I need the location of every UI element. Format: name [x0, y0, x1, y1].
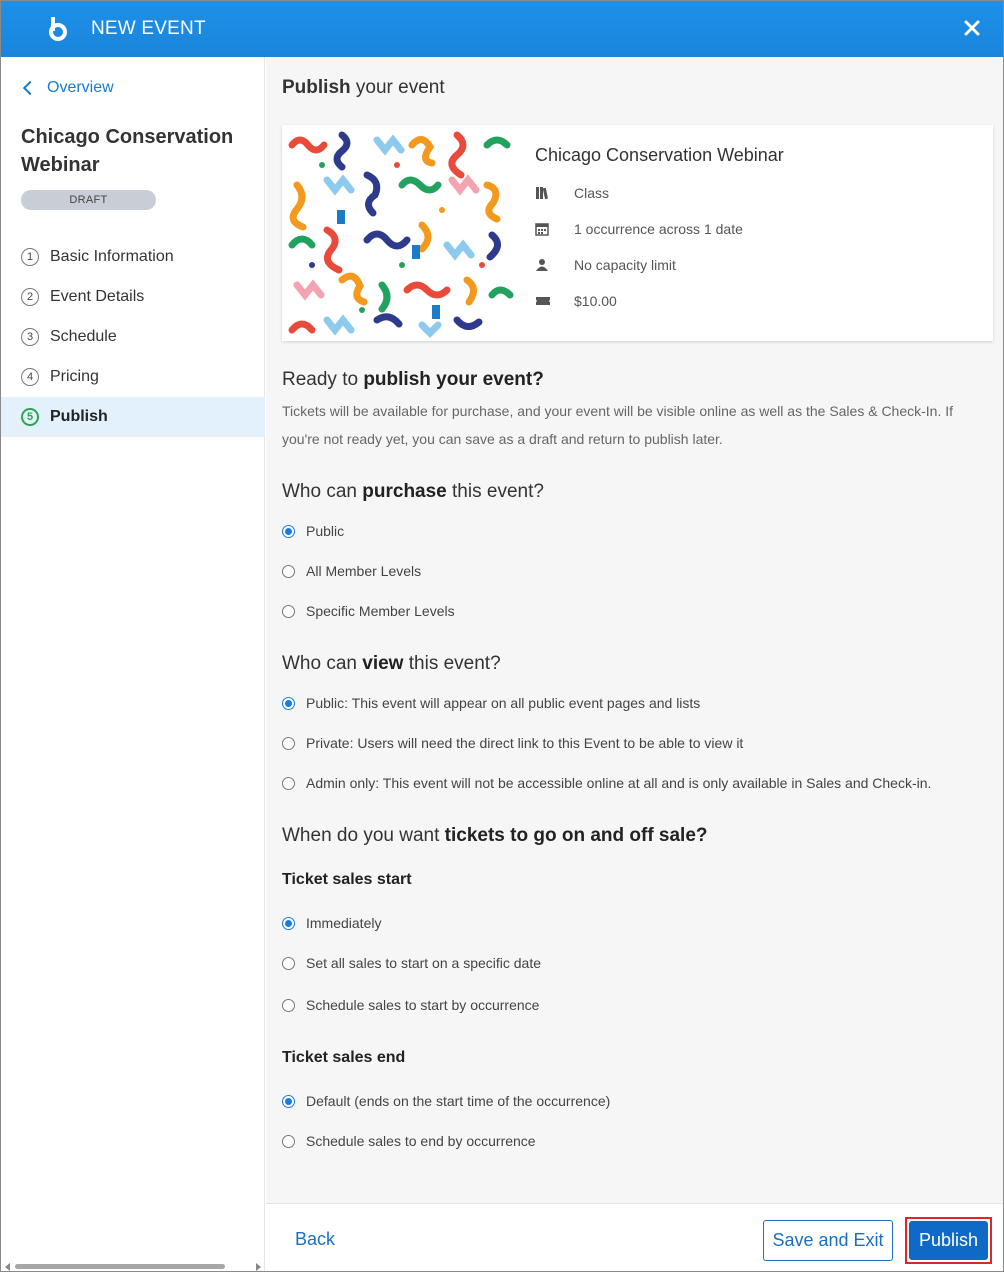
sales-start-immediately[interactable]: [282, 915, 381, 931]
radio-label: Schedule sales to start by occurrence: [306, 997, 540, 1013]
ready-heading: Ready to publish your event?: [282, 369, 544, 390]
main-content: [266, 57, 1003, 1203]
step-label: Schedule: [50, 328, 117, 345]
brand-b-icon: [43, 15, 71, 43]
radio-unchecked[interactable]: [282, 565, 295, 578]
step-number: 5: [21, 408, 39, 426]
step-number: 4: [21, 368, 39, 386]
footer-actions: [266, 1203, 1003, 1271]
radio-label: Default (ends on the start time of the occurrence): [306, 1093, 611, 1109]
step-number: 1: [21, 248, 39, 266]
step-schedule[interactable]: [1, 317, 265, 357]
scrollbar-thumb[interactable]: [15, 1264, 225, 1269]
radio-label: Set all sales to start on a specific date: [306, 955, 542, 971]
card-capacity-text: No capacity limit: [574, 257, 676, 273]
radio-checked[interactable]: [282, 697, 295, 710]
radio-unchecked[interactable]: [282, 1135, 295, 1148]
purchase-option-public[interactable]: [282, 523, 344, 539]
radio-label: Private: Users will need the direct link to this Event to be able to view it: [306, 735, 744, 751]
card-occurrence-text: 1 occurrence across 1 date: [574, 221, 743, 237]
person-icon: [535, 258, 549, 272]
ticket-sales-start-label: Ticket sales start: [282, 871, 412, 888]
sale-timing-heading: When do you want tickets to go on and off sale?: [282, 825, 708, 846]
header-title: NEW EVENT: [91, 18, 206, 39]
sales-end-by-occurrence[interactable]: [282, 1133, 536, 1149]
scroll-left-icon[interactable]: [5, 1263, 10, 1271]
purchase-option-specific-member-levels[interactable]: [282, 603, 455, 619]
sidebar-event-name: Chicago Conservation Webinar: [21, 126, 234, 176]
radio-unchecked[interactable]: [282, 957, 295, 970]
chevron-left-icon: [23, 81, 37, 95]
step-publish[interactable]: [1, 397, 265, 437]
view-option-private[interactable]: [282, 735, 743, 751]
books-icon: [535, 186, 549, 200]
card-category-text: Class: [574, 185, 610, 201]
ready-description: Tickets will be available for purchase, and your event will be visible online as well as the Sales & Check-In. If you're not ready yet, you can save as a draft and return to publish later.: [282, 403, 954, 447]
radio-unchecked[interactable]: [282, 999, 295, 1012]
sales-start-by-occurrence[interactable]: [282, 997, 539, 1013]
radio-label: Specific Member Levels: [306, 603, 455, 619]
sidebar: [1, 57, 265, 1271]
step-label: Basic Information: [50, 248, 174, 265]
purchase-heading: Who can purchase this event?: [282, 481, 544, 502]
page-title: Publish your event: [282, 77, 445, 98]
save-and-exit-button[interactable]: Save and Exit: [763, 1220, 893, 1261]
radio-label: Public: [306, 523, 345, 539]
radio-checked[interactable]: [282, 525, 295, 538]
overview-label: Overview: [47, 79, 114, 96]
step-label: Publish: [50, 408, 108, 425]
scroll-right-icon[interactable]: [256, 1263, 261, 1271]
step-basic-information[interactable]: [1, 237, 265, 277]
radio-label: Admin only: This event will not be accessible online at all and is only available in Sales and Check-in.: [306, 775, 932, 791]
top-header: [1, 1, 1003, 57]
view-heading: Who can view this event?: [282, 653, 501, 674]
card-capacity-row: [535, 257, 676, 273]
radio-label: Schedule sales to end by occurrence: [306, 1133, 536, 1149]
radio-unchecked[interactable]: [282, 737, 295, 750]
ticket-sales-end-label: Ticket sales end: [282, 1049, 406, 1066]
sales-start-specific-date[interactable]: [282, 955, 541, 971]
card-occurrence-row: [535, 221, 743, 237]
step-pricing[interactable]: [1, 357, 265, 397]
radio-label: All Member Levels: [306, 563, 422, 579]
calendar-icon: [535, 222, 549, 236]
horizontal-scrollbar[interactable]: [3, 1262, 265, 1271]
card-price-text: $10.00: [574, 293, 617, 309]
radio-checked[interactable]: [282, 917, 295, 930]
step-event-details[interactable]: [1, 277, 265, 317]
back-button[interactable]: Back: [295, 1229, 336, 1249]
radio-checked[interactable]: [282, 1095, 295, 1108]
status-badge: DRAFT: [21, 190, 156, 210]
step-number: 3: [21, 328, 39, 346]
step-label: Event Details: [50, 288, 145, 305]
close-icon[interactable]: [959, 15, 985, 41]
ticket-icon: [535, 294, 549, 308]
card-price-row: [535, 293, 617, 309]
step-label: Pricing: [50, 368, 99, 385]
radio-unchecked[interactable]: [282, 605, 295, 618]
step-list: [1, 237, 265, 437]
view-option-admin-only[interactable]: [282, 775, 931, 791]
radio-label: Public: This event will appear on all public event pages and lists: [306, 695, 701, 711]
radio-unchecked[interactable]: [282, 777, 295, 790]
event-summary-card: [282, 125, 993, 341]
card-event-title: Chicago Conservation Webinar: [535, 145, 784, 165]
publish-highlight: [905, 1217, 992, 1264]
radio-label: Immediately: [306, 915, 382, 931]
view-option-public[interactable]: [282, 695, 700, 711]
event-pattern-image: [282, 125, 519, 341]
purchase-option-all-member-levels[interactable]: [282, 563, 421, 579]
sales-end-default[interactable]: [282, 1093, 610, 1109]
card-category-row: [535, 185, 609, 201]
publish-button[interactable]: Publish: [909, 1221, 988, 1260]
step-number: 2: [21, 288, 39, 306]
overview-back-link[interactable]: [21, 79, 114, 97]
